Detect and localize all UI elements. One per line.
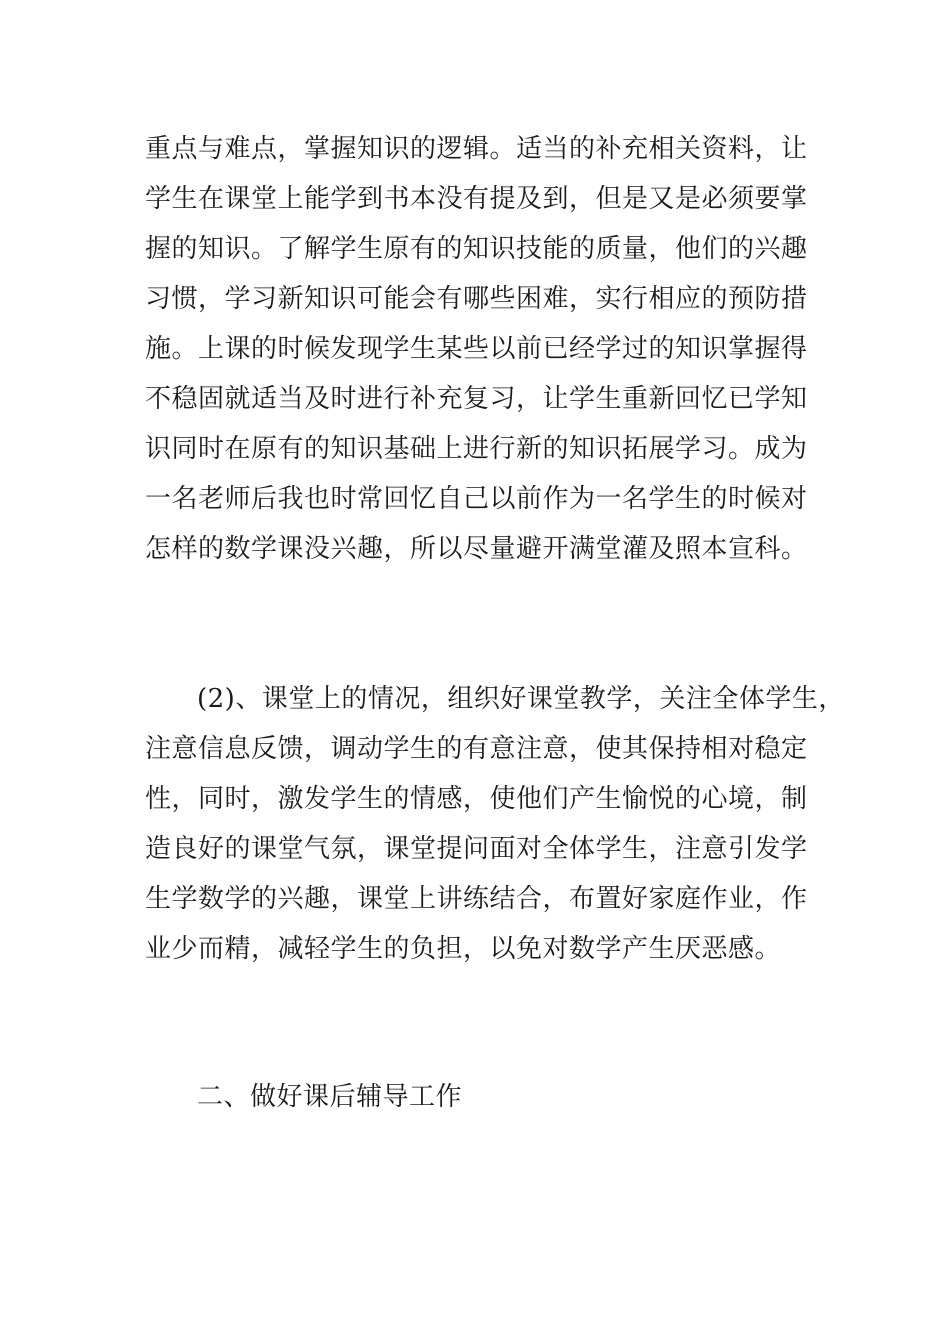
text-line: 习惯，学习新知识可能会有哪些困难，实行相应的预防措 bbox=[145, 284, 808, 314]
text-line: 施。上课的时候发现学生某些以前已经学过的知识掌握得 bbox=[145, 334, 808, 364]
text-line: 性，同时，激发学生的情感，使他们产生愉悦的心境，制 bbox=[145, 784, 808, 814]
text-line: (2)、课堂上的情况，组织好课堂教学，关注全体学生， bbox=[197, 684, 845, 714]
text-line: 不稳固就适当及时进行补充复习，让学生重新回忆已学知 bbox=[145, 384, 808, 414]
text-line: 重点与难点，掌握知识的逻辑。适当的补充相关资料，让 bbox=[145, 134, 808, 164]
text-line: 一名老师后我也时常回忆自己以前作为一名学生的时候对 bbox=[145, 484, 808, 514]
text-line: 注意信息反馈，调动学生的有意注意，使其保持相对稳定 bbox=[145, 734, 808, 764]
text-line: 学生在课堂上能学到书本没有提及到，但是又是必须要掌 bbox=[145, 184, 808, 214]
text-line: 生学数学的兴趣，课堂上讲练结合，布置好家庭作业，作 bbox=[145, 884, 808, 914]
text-line: 握的知识。了解学生原有的知识技能的质量，他们的兴趣 bbox=[145, 234, 808, 264]
text-line: 怎样的数学课没兴趣，所以尽量避开满堂灌及照本宣科。 bbox=[145, 534, 808, 564]
text-line: 业少而精，减轻学生的负担，以免对数学产生厌恶感。 bbox=[145, 934, 782, 964]
section-heading: 二、做好课后辅导工作 bbox=[197, 1082, 463, 1112]
text-line: 识同时在原有的知识基础上进行新的知识拓展学习。成为 bbox=[145, 434, 808, 464]
text-line: 造良好的课堂气氛，课堂提问面对全体学生，注意引发学 bbox=[145, 834, 808, 864]
